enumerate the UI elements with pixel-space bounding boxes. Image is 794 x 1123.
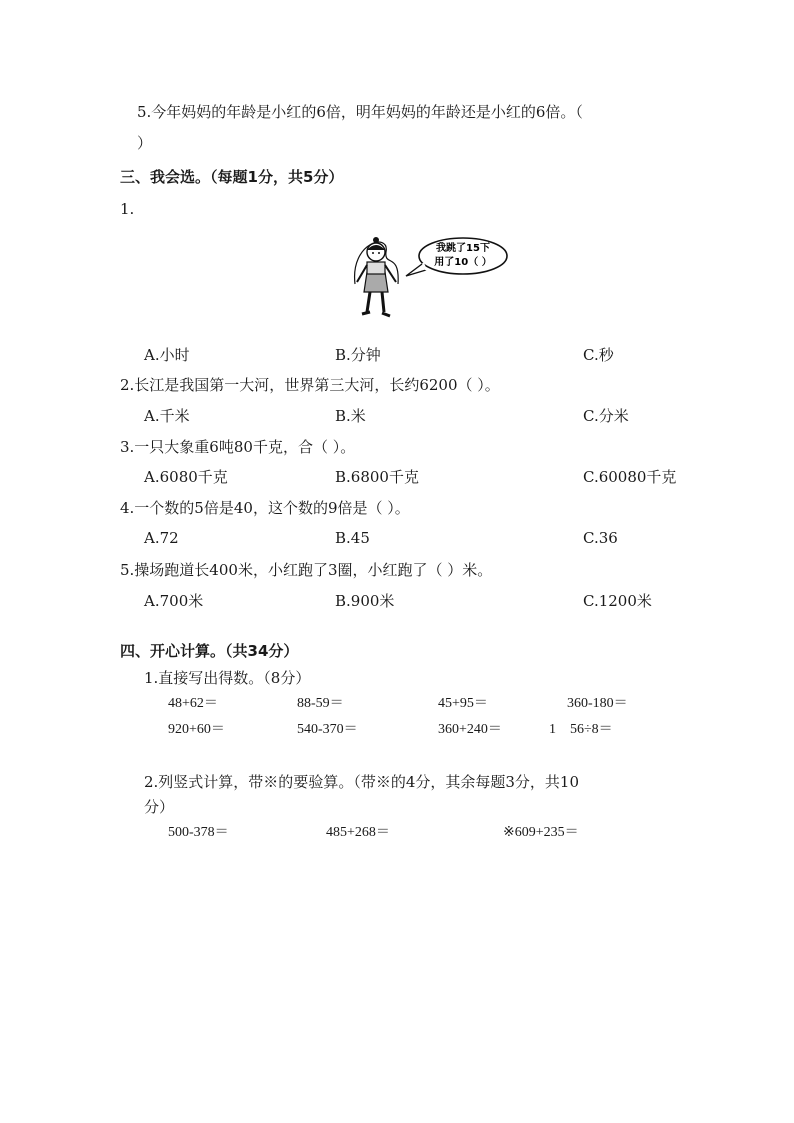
calc-item-2-3: 360+240＝ [438, 722, 502, 737]
calc-part-1-title: 1.直接写出得数。（8分） [144, 669, 311, 687]
q4-option-b: B.45 [335, 529, 370, 547]
q2-option-b: B.米 [335, 407, 366, 425]
choice-question-3: 3.一只大象重6吨80千克，合（ ）。 [120, 438, 356, 456]
choice-question-4: 4.一个数的5倍是40，这个数的9倍是（ ）。 [120, 499, 410, 517]
q1-option-c: C.秒 [583, 346, 614, 364]
choice-question-5: 5.操场跑道长400米，小红跑了3圈，小红跑了（ ）米。 [120, 561, 493, 579]
bubble-text-line2: 用了10（ ） [434, 257, 492, 268]
calc-item-1-2: 88-59＝ [297, 696, 344, 711]
calc-item-1-4: 360-180＝ [567, 696, 628, 711]
q2-option-c: C.分米 [583, 407, 629, 425]
calc-item-2-1: 920+60＝ [168, 722, 225, 737]
calc-item-2-4: 1 56÷8＝ [549, 722, 613, 737]
calc-part-2-title-line2: 分） [144, 798, 175, 816]
q3-option-b: B.6800千克 [335, 468, 419, 486]
bubble-text-line1: 我跳了15下 [436, 243, 490, 254]
q1-option-a: A.小时 [144, 346, 190, 364]
vertical-calc-item-2: 485+268＝ [326, 825, 390, 840]
girl-skipping-rope-illustration [340, 232, 520, 324]
vertical-calc-item-1: 500-378＝ [168, 825, 229, 840]
q5-option-a: A.700米 [144, 592, 204, 610]
calc-item-2-2: 540-370＝ [297, 722, 358, 737]
q5-option-c: C.1200米 [583, 592, 652, 610]
q3-option-a: A.6080千克 [144, 468, 228, 486]
q5-option-b: B.900米 [335, 592, 395, 610]
section-4-title: 四、开心计算。（共34分） [120, 642, 299, 660]
judge-question-5-line2: ） [137, 134, 153, 152]
q2-option-a: A.千米 [144, 407, 190, 425]
judge-question-5-line1: 5.今年妈妈的年龄是小红的6倍，明年妈妈的年龄还是小红的6倍。（ [137, 103, 583, 121]
calc-item-1-3: 45+95＝ [438, 696, 488, 711]
q3-option-c: C.60080千克 [583, 468, 677, 486]
q4-option-a: A.72 [144, 529, 179, 547]
section-3-title: 三、我会选。（每题1分，共5分） [120, 168, 344, 186]
girl-figure [357, 237, 396, 316]
vertical-calc-item-3: ※609+235＝ [503, 825, 579, 840]
choice-question-2: 2.长江是我国第一大河，世界第三大河，长约6200（ ）。 [120, 376, 500, 394]
q4-option-c: C.36 [583, 529, 618, 547]
calc-part-2-title-line1: 2.列竖式计算，带※的要验算。（带※的4分，其余每题3分，共10 [144, 773, 579, 791]
calc-item-1-1: 48+62＝ [168, 696, 218, 711]
q1-option-b: B.分钟 [335, 346, 381, 364]
choice-question-1-number: 1. [120, 200, 135, 218]
